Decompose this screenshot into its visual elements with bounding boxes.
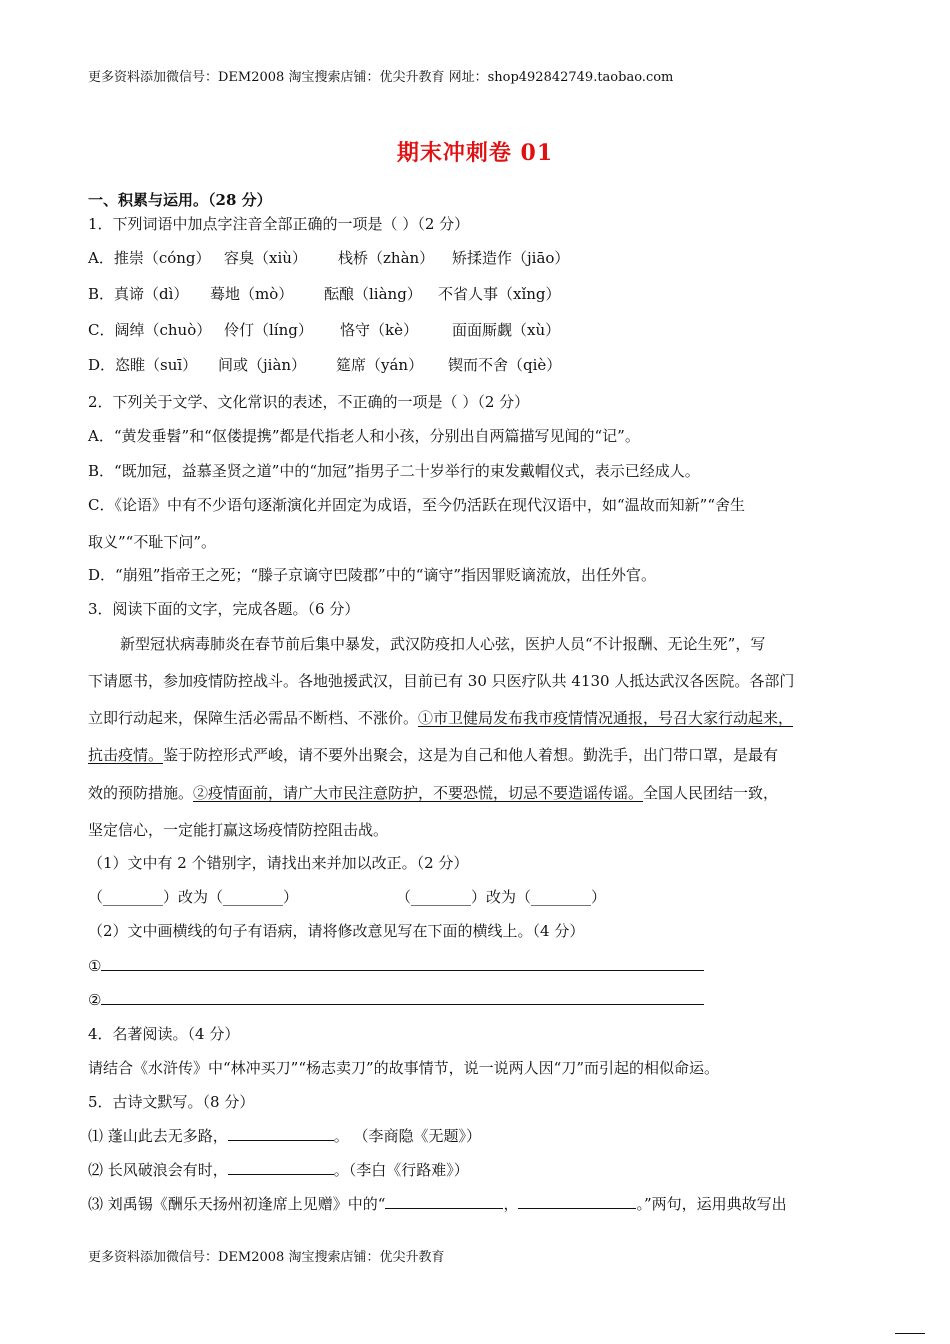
q1-c-4: 面面厮觑（xù） (452, 321, 561, 339)
q1-b-4: 不省人事（xǐng） (438, 285, 561, 303)
passage-line-5 (88, 783, 778, 803)
q1-a-1: A．推崇（cóng） (88, 249, 211, 267)
q1-c-3: 恪守（kè） (340, 321, 418, 339)
answer-line-1 (88, 956, 704, 976)
bottom-rule (895, 1333, 925, 1334)
question-4-stem: 4．名著阅读。（4 分） (88, 1025, 240, 1043)
passage-text: 鉴于防控形式严峻，请不要外出聚会，这是为自己和他人着想。勤洗手，出门带口罩，是最有 (163, 746, 779, 764)
underlined-sentence-2: ②疫情面前，请广大市民注意防护，不要恐慌，切忌不要造谣传谣。 (193, 784, 644, 802)
question-2-stem: 2．下列关于文学、文化常识的表述，不正确的一项是（ ）（2 分） (88, 393, 530, 411)
underlined-sentence-1-end: 抗击疫情。 (88, 746, 164, 764)
correction-fill-2[interactable]: （________）改为（________） (396, 888, 607, 906)
section-heading: 一、积累与运用。（28 分） (88, 191, 272, 209)
poem-line-1 (88, 1126, 481, 1146)
poem-line-1-source: 。 （李商隐《无题》） (333, 1127, 482, 1145)
question-3-sub-1: （1）文中有 2 个错别字，请找出来并加以改正。（2 分） (88, 854, 469, 872)
question-1-option-c (88, 320, 560, 340)
poem-blank-3b[interactable] (518, 1194, 636, 1209)
question-1-option-d (88, 355, 561, 375)
question-2-option-b: B．“既加冠，益慕圣贤之道”中的“加冠”指男子二十岁举行的束发戴帽仪式，表示已经成人。 (88, 462, 700, 480)
q1-c-1: C．阔绰（chuò） (88, 321, 212, 339)
question-1-option-a (88, 248, 569, 268)
q1-a-3: 栈桥（zhàn） (338, 249, 435, 267)
page-title: 期末冲刺卷 01 (396, 140, 554, 166)
passage-line-1: 新型冠状病毒肺炎在春节前后集中暴发，武汉防疫扣人心弦，医护人员“不计报酬、无论生死”，写 (120, 635, 766, 653)
answer-line-2 (88, 990, 704, 1010)
q1-d-4: 锲而不舍（qiè） (448, 356, 562, 374)
correction-fill-1[interactable]: （________）改为（________） (88, 888, 299, 906)
q1-b-3: 酝酿（liàng） (324, 285, 422, 303)
poem-line-3-tail: 。”两句，运用典故写出 (636, 1195, 787, 1213)
poem-line-2 (88, 1160, 469, 1180)
page-header: 更多资料添加微信号：DEM2008 淘宝搜索店铺：优尖升教育 网址：shop492842749.taobao.com (88, 70, 674, 85)
q1-a-4: 矫揉造作（jiāo） (452, 249, 570, 267)
question-2-option-d: D．“崩殂”指帝王之死；“滕子京谪守巴陵郡”中的“谪守”指因罪贬谪流放，出任外官。 (88, 566, 657, 584)
q1-a-2: 容臭（xiù） (224, 249, 307, 267)
question-1-stem: 1．下列词语中加点字注音全部正确的一项是（ ）（2 分） (88, 215, 470, 233)
answer-blank-2[interactable] (101, 990, 704, 1005)
q1-b-1: B．真谛（dì） (88, 285, 189, 303)
poem-line-1-text: ⑴ 蓬山此去无多路， (88, 1127, 228, 1145)
poem-line-3 (88, 1194, 787, 1214)
answer-mark-2: ② (88, 991, 102, 1009)
question-2-option-c-line2: 取义”“不耻下问”。 (88, 533, 217, 551)
question-3-stem: 3．阅读下面的文字，完成各题。（6 分） (88, 600, 360, 618)
poem-line-2-text: ⑵ 长风破浪会有时， (88, 1161, 228, 1179)
passage-text: 全国人民团结一致， (643, 784, 779, 802)
question-4-body: 请结合《水浒传》中“林冲买刀”“杨志卖刀”的故事情节，说一说两人因“刀”而引起的相似命运。 (88, 1059, 720, 1077)
question-2-option-a: A．“黄发垂髫”和“伛偻提携”都是代指老人和小孩，分别出自两篇描写见闻的“记”。 (88, 427, 640, 445)
q1-b-2: 蓦地（mò） (210, 285, 294, 303)
poem-blank-2[interactable] (228, 1160, 334, 1175)
page-footer: 更多资料添加微信号：DEM2008 淘宝搜索店铺：优尖升教育 (88, 1250, 445, 1265)
question-1-option-b (88, 284, 561, 304)
passage-line-6: 坚定信心，一定能打赢这场疫情防控阻击战。 (88, 821, 389, 839)
correction-fill-row (88, 887, 606, 907)
passage-text: 立即行动起来，保障生活必需品不断档、不涨价。 (88, 709, 419, 727)
poem-line-3-text: ⑶ 刘禹锡《酬乐天扬州初逢席上见赠》中的“ (88, 1195, 386, 1213)
poem-blank-3a[interactable] (385, 1194, 503, 1209)
answer-mark-1: ① (88, 957, 102, 975)
poem-line-2-source: 。（李白《行路难》） (333, 1161, 469, 1179)
q1-d-1: D．恣睢（suī） (88, 356, 198, 374)
passage-line-2: 下请愿书，参加疫情防控战斗。各地弛援武汉，目前已有 30 只医疗队共 4130 人抵达武汉各医院。各部门 (88, 672, 795, 690)
q1-d-2: 间或（jiàn） (218, 356, 307, 374)
poem-line-3-comma: ， (503, 1195, 519, 1213)
question-3-sub-2: （2）文中画横线的句子有语病，请将修改意见写在下面的横线上。（4 分） (88, 922, 585, 940)
underlined-sentence-1: ①市卫健局发布我市疫情情况通报，号召大家行动起来， (418, 709, 794, 727)
poem-blank-1[interactable] (228, 1126, 334, 1141)
q1-c-2: 伶仃（líng） (224, 321, 313, 339)
question-5-stem: 5．古诗文默写。（8 分） (88, 1093, 255, 1111)
passage-text: 效的预防措施。 (88, 784, 194, 802)
passage-line-4 (88, 745, 778, 765)
q1-d-3: 筵席（yán） (336, 356, 424, 374)
answer-blank-1[interactable] (101, 956, 704, 971)
question-2-option-c-line1: C．《论语》中有不少语句逐渐演化并固定为成语，至今仍活跃在现代汉语中，如“温故而知新”“舍生 (88, 496, 745, 514)
passage-line-3 (88, 708, 793, 728)
